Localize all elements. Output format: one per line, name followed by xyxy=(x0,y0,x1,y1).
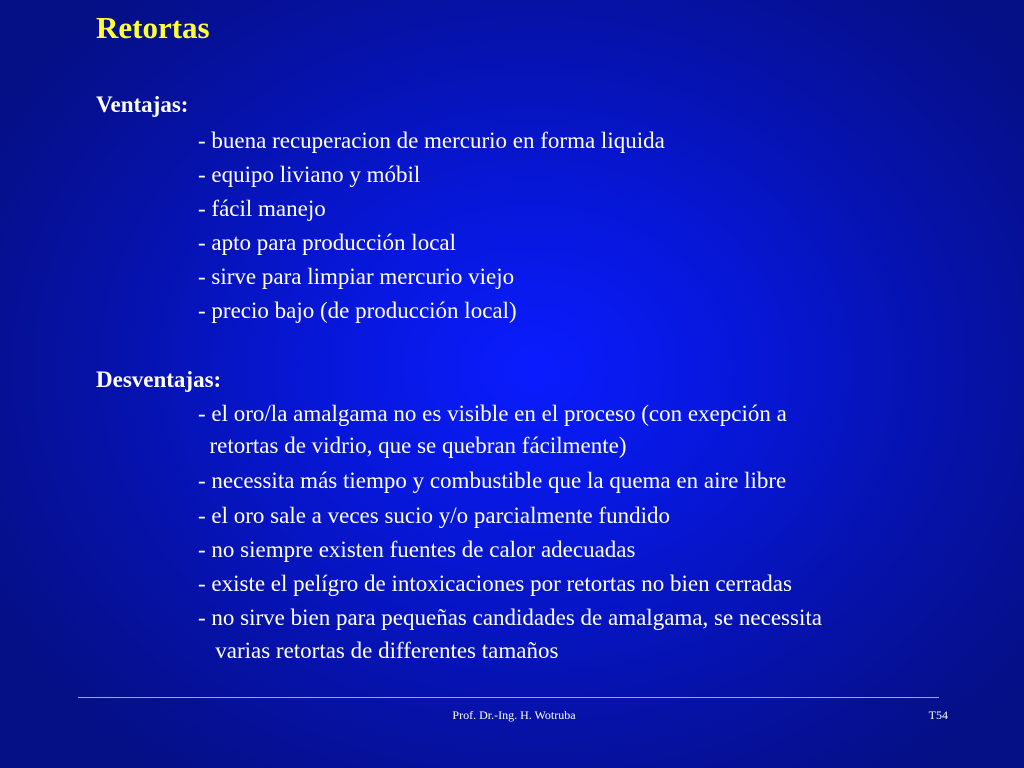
slide-code: T54 xyxy=(928,708,948,722)
ventajas-item: - precio bajo (de producción local) xyxy=(198,298,517,323)
desventajas-line: varias retortas de differentes tamaños xyxy=(198,638,559,663)
desventajas-line: - no sirve bien para pequeñas candidades de amalgama, se necessita xyxy=(198,605,822,630)
slide-title: Retortas xyxy=(96,10,210,45)
desventajas-line: - existe el pelígro de intoxicaciones por retortas no bien cerradas xyxy=(198,571,792,596)
ventajas-item: - buena recuperacion de mercurio en forma liquida xyxy=(198,128,665,153)
desventajas-line: - el oro sale a veces sucio y/o parcialmente fundido xyxy=(198,503,670,528)
footer-divider xyxy=(78,697,939,698)
footer-author-text: Prof. Dr.-Ing. H. Wotruba xyxy=(452,708,576,722)
ventajas-item: - equipo liviano y móbil xyxy=(198,162,421,187)
desventajas-line: retortas de vidrio, que se quebran fácilmente) xyxy=(198,433,627,458)
ventajas-heading: Ventajas: xyxy=(96,92,189,117)
desventajas-heading: Desventajas: xyxy=(96,367,222,392)
ventajas-item: - fácil manejo xyxy=(198,196,326,221)
footer-author xyxy=(0,707,1024,723)
desventajas-line: - el oro/la amalgama no es visible en el proceso (con exepción a xyxy=(198,401,787,426)
ventajas-item: - sirve para limpiar mercurio viejo xyxy=(198,264,515,289)
ventajas-item: - apto para producción local xyxy=(198,230,456,255)
desventajas-line: - necessita más tiempo y combustible que la quema en aire libre xyxy=(198,468,787,493)
desventajas-line: - no siempre existen fuentes de calor adecuadas xyxy=(198,537,636,562)
